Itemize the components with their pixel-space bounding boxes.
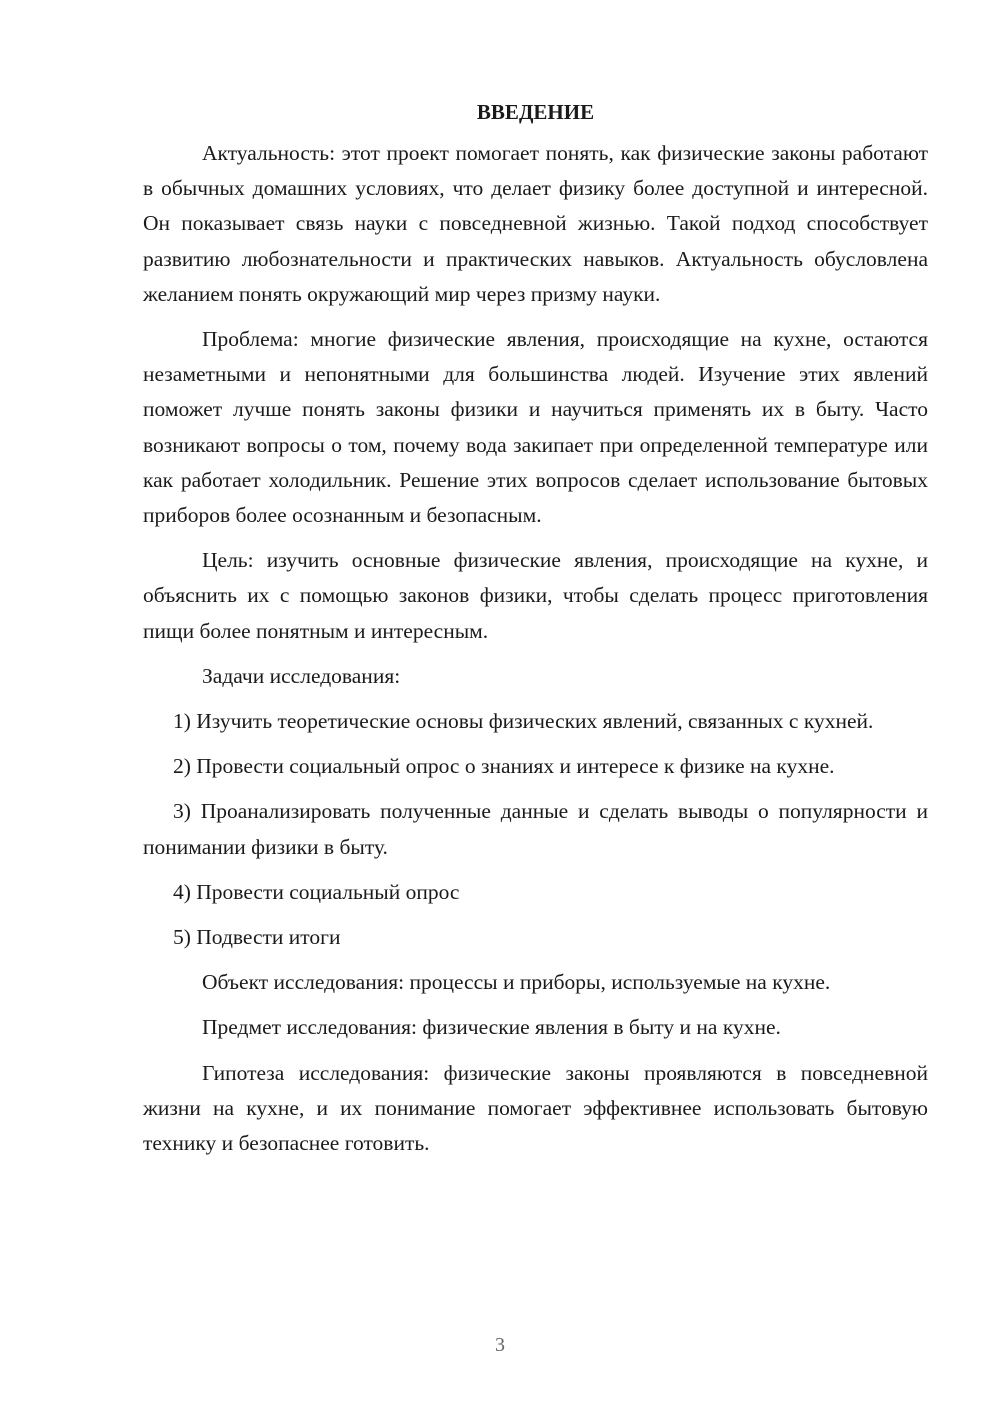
relevance-paragraph: Актуальность: этот проект помогает понять, как физические законы работают в обычных домашних условиях, что делает физику более доступной и интересной. Он показывает связь науки с повседневной жизнью. Такой подход способствует развитию любознательности и практических навыков. Актуальность обусловлена желанием понять окружающий мир через призму науки. (143, 141, 928, 306)
problem-paragraph: Проблема: многие физические явления, происходящие на кухне, остаются незаметными и непонятными для большинства людей. Изучение этих явлений поможет лучше понять законы физики и научиться применять их в быту. Часто возникают вопросы о том, почему вода закипает при определенной температуре или как работает холодильник. Решение этих вопросов сделает использование бытовых приборов более осознанным и безопасным. (143, 327, 928, 528)
task-item-1: 1) Изучить теоретические основы физических явлений, связанных с кухней. (173, 709, 874, 734)
hypothesis-paragraph: Гипотеза исследования: физические законы проявляются в повседневной жизни на кухне, и их понимание помогает эффективнее использовать бытовую технику и безопаснее готовить. (143, 1060, 928, 1156)
task-item-5: 5) Подвести итоги (173, 925, 341, 950)
page-title: ВВЕДЕНИЕ (476, 100, 595, 124)
task-item-2: 2) Провести социальный опрос о знаниях и интересе к физике на кухне. (173, 754, 835, 779)
document-page (143, 95, 928, 1171)
goal-paragraph: Цель: изучить основные физические явления, происходящие на кухне, и объяснить их с помощью законов физики, чтобы сделать процесс приготовления пищи более понятным и интересным. (143, 548, 928, 643)
task-item-3: 3) Проанализировать полученные данные и сделать выводы о популярности и понимании физики в быту. (143, 799, 928, 859)
tasks-heading: Задачи исследования: (202, 663, 401, 688)
task-item-4: 4) Провести социальный опрос (173, 879, 460, 904)
page-number: 3 (495, 1334, 505, 1356)
research-subject: Предмет исследования: физические явления в быту и на кухне. (202, 1015, 781, 1040)
research-object: Объект исследования: процессы и приборы, используемые на кухне. (202, 970, 831, 995)
